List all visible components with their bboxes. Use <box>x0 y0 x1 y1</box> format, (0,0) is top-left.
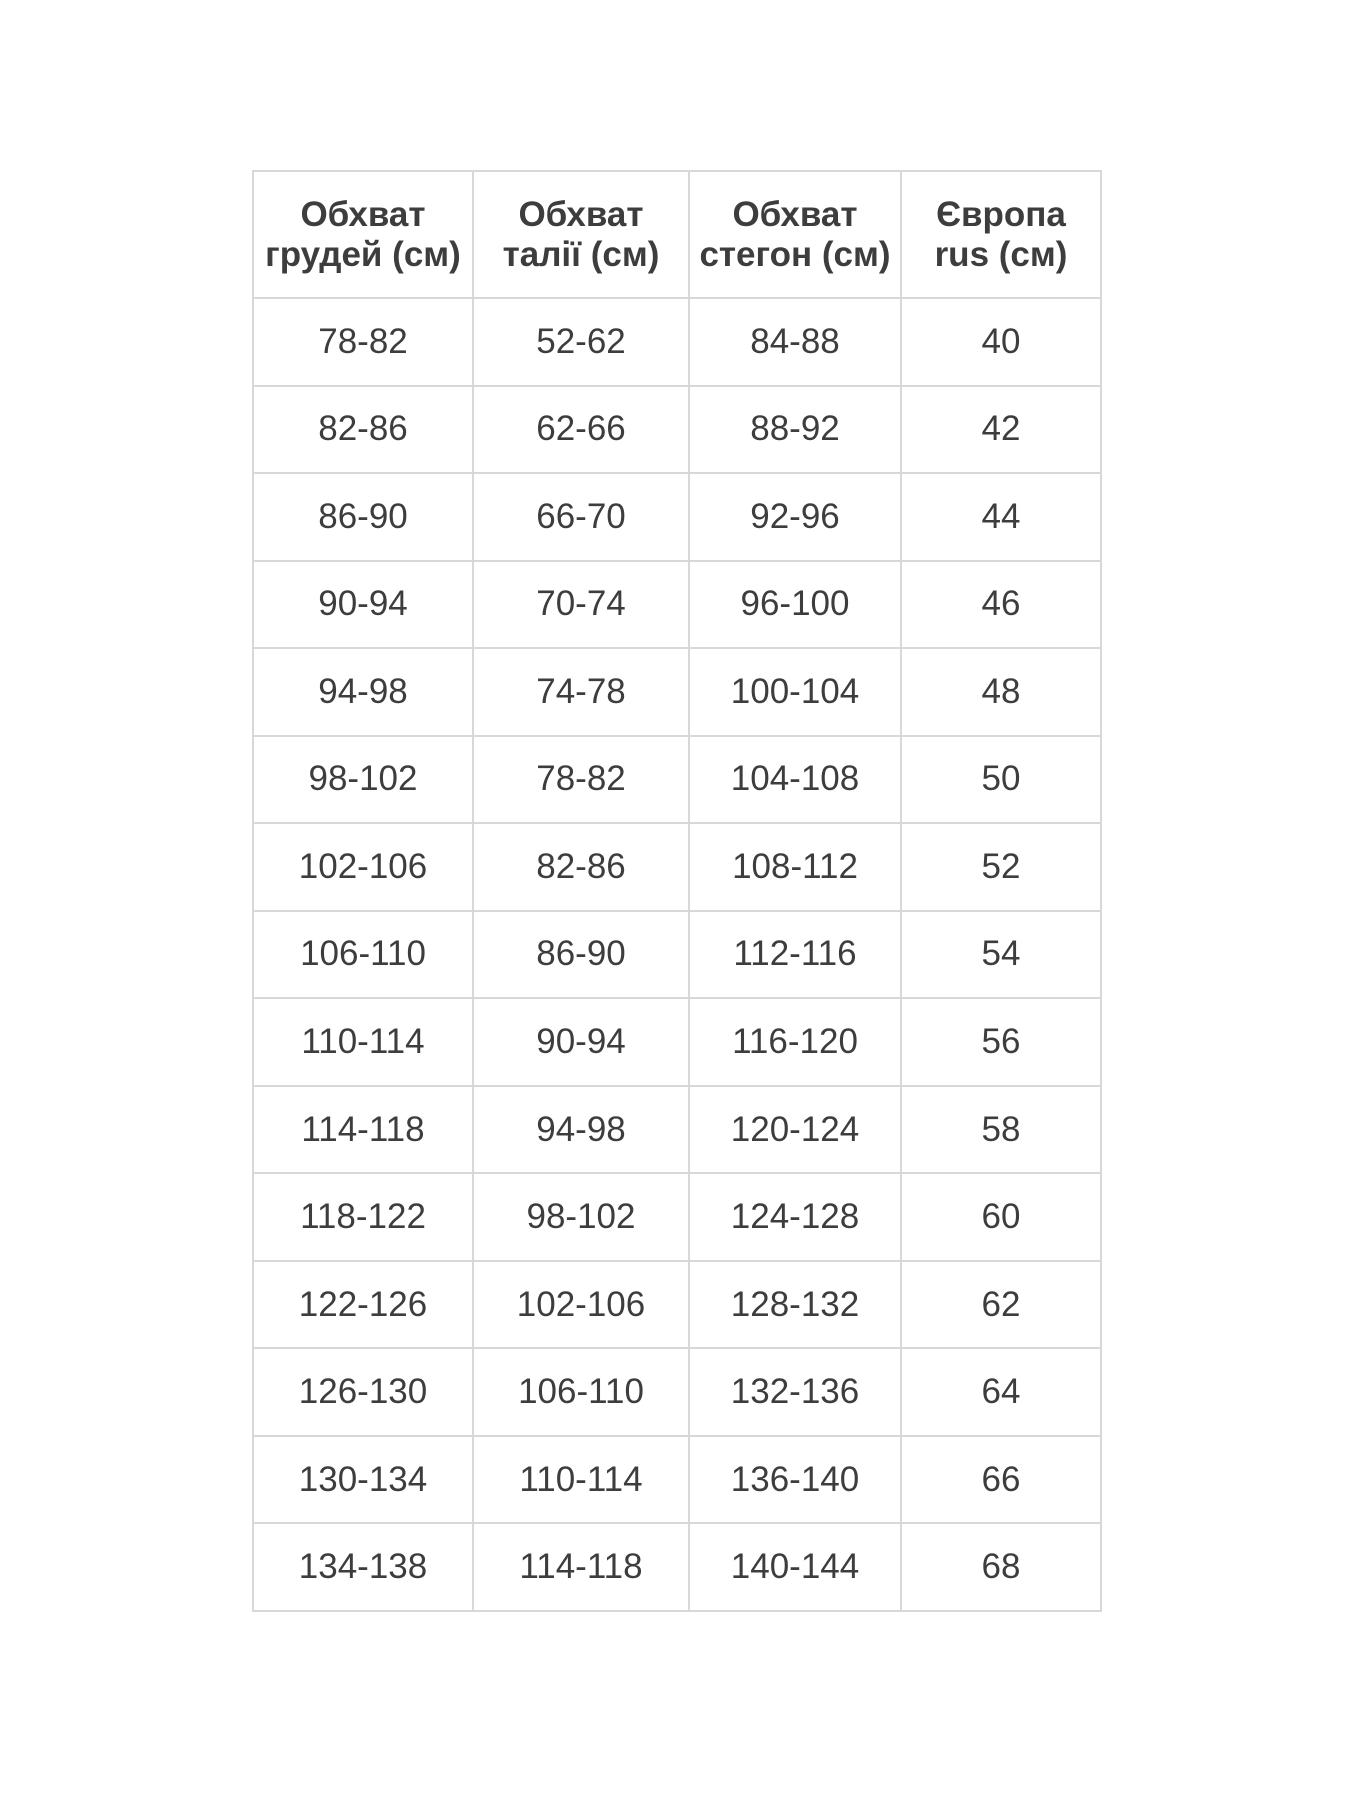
column-header-line: Обхват <box>732 194 858 234</box>
table-cell: 130-134 <box>253 1436 473 1524</box>
column-header <box>253 171 473 298</box>
table-cell: 118-122 <box>253 1173 473 1261</box>
table-cell: 44 <box>901 473 1101 561</box>
table-cell: 124-128 <box>689 1173 901 1261</box>
header-row <box>253 171 1101 298</box>
column-header-line: rus (см) <box>934 234 1068 274</box>
table-cell: 106-110 <box>473 1348 689 1436</box>
table-cell: 40 <box>901 298 1101 386</box>
column-header-line: Обхват <box>518 194 644 234</box>
table-cell: 78-82 <box>253 298 473 386</box>
table-cell: 90-94 <box>473 998 689 1086</box>
table-cell: 86-90 <box>253 473 473 561</box>
table-cell: 106-110 <box>253 911 473 999</box>
table-row <box>253 648 1101 736</box>
column-header-line: Обхват <box>300 194 426 234</box>
table-row <box>253 298 1101 386</box>
table-cell: 128-132 <box>689 1261 901 1349</box>
table-cell: 50 <box>901 736 1101 824</box>
column-header <box>689 171 901 298</box>
table-cell: 52 <box>901 823 1101 911</box>
table-cell: 54 <box>901 911 1101 999</box>
column-header <box>901 171 1101 298</box>
table-row <box>253 473 1101 561</box>
table-cell: 66 <box>901 1436 1101 1524</box>
table-row <box>253 823 1101 911</box>
table-cell: 134-138 <box>253 1523 473 1611</box>
table-body <box>253 298 1101 1611</box>
table-cell: 68 <box>901 1523 1101 1611</box>
table-cell: 48 <box>901 648 1101 736</box>
table-cell: 110-114 <box>253 998 473 1086</box>
size-table <box>252 170 1102 1612</box>
table-row <box>253 998 1101 1086</box>
table-cell: 88-92 <box>689 386 901 474</box>
table-cell: 102-106 <box>473 1261 689 1349</box>
column-header-line: Європа <box>936 194 1066 234</box>
table-cell: 70-74 <box>473 561 689 649</box>
table-row <box>253 386 1101 474</box>
table-cell: 94-98 <box>253 648 473 736</box>
table-cell: 114-118 <box>253 1086 473 1174</box>
column-header-line: талії (см) <box>502 234 660 274</box>
table-cell: 112-116 <box>689 911 901 999</box>
table-cell: 114-118 <box>473 1523 689 1611</box>
table-cell: 86-90 <box>473 911 689 999</box>
table-cell: 116-120 <box>689 998 901 1086</box>
table-cell: 110-114 <box>473 1436 689 1524</box>
table-row <box>253 1523 1101 1611</box>
table-row <box>253 1436 1101 1524</box>
table-cell: 62 <box>901 1261 1101 1349</box>
table-cell: 102-106 <box>253 823 473 911</box>
table-cell: 94-98 <box>473 1086 689 1174</box>
table-cell: 56 <box>901 998 1101 1086</box>
table-cell: 126-130 <box>253 1348 473 1436</box>
table-cell: 122-126 <box>253 1261 473 1349</box>
column-header-line: грудей (см) <box>265 234 461 274</box>
table-header <box>253 171 1101 298</box>
table-row <box>253 561 1101 649</box>
table-cell: 74-78 <box>473 648 689 736</box>
table-cell: 98-102 <box>473 1173 689 1261</box>
table-cell: 108-112 <box>689 823 901 911</box>
table-cell: 100-104 <box>689 648 901 736</box>
table-cell: 58 <box>901 1086 1101 1174</box>
table-cell: 92-96 <box>689 473 901 561</box>
table-cell: 82-86 <box>253 386 473 474</box>
table-cell: 52-62 <box>473 298 689 386</box>
table-cell: 140-144 <box>689 1523 901 1611</box>
table-cell: 90-94 <box>253 561 473 649</box>
table-cell: 46 <box>901 561 1101 649</box>
table-cell: 64 <box>901 1348 1101 1436</box>
table-cell: 120-124 <box>689 1086 901 1174</box>
table-cell: 132-136 <box>689 1348 901 1436</box>
table-row <box>253 1086 1101 1174</box>
table-cell: 136-140 <box>689 1436 901 1524</box>
table-cell: 82-86 <box>473 823 689 911</box>
table-cell: 104-108 <box>689 736 901 824</box>
table-row <box>253 736 1101 824</box>
table-cell: 84-88 <box>689 298 901 386</box>
table-cell: 42 <box>901 386 1101 474</box>
table-cell: 96-100 <box>689 561 901 649</box>
table-cell: 78-82 <box>473 736 689 824</box>
column-header-line: стегон (см) <box>699 234 891 274</box>
table-row <box>253 911 1101 999</box>
table-cell: 98-102 <box>253 736 473 824</box>
table-row <box>253 1261 1101 1349</box>
table-row <box>253 1173 1101 1261</box>
table-cell: 66-70 <box>473 473 689 561</box>
table-cell: 60 <box>901 1173 1101 1261</box>
table-row <box>253 1348 1101 1436</box>
table-cell: 62-66 <box>473 386 689 474</box>
column-header <box>473 171 689 298</box>
